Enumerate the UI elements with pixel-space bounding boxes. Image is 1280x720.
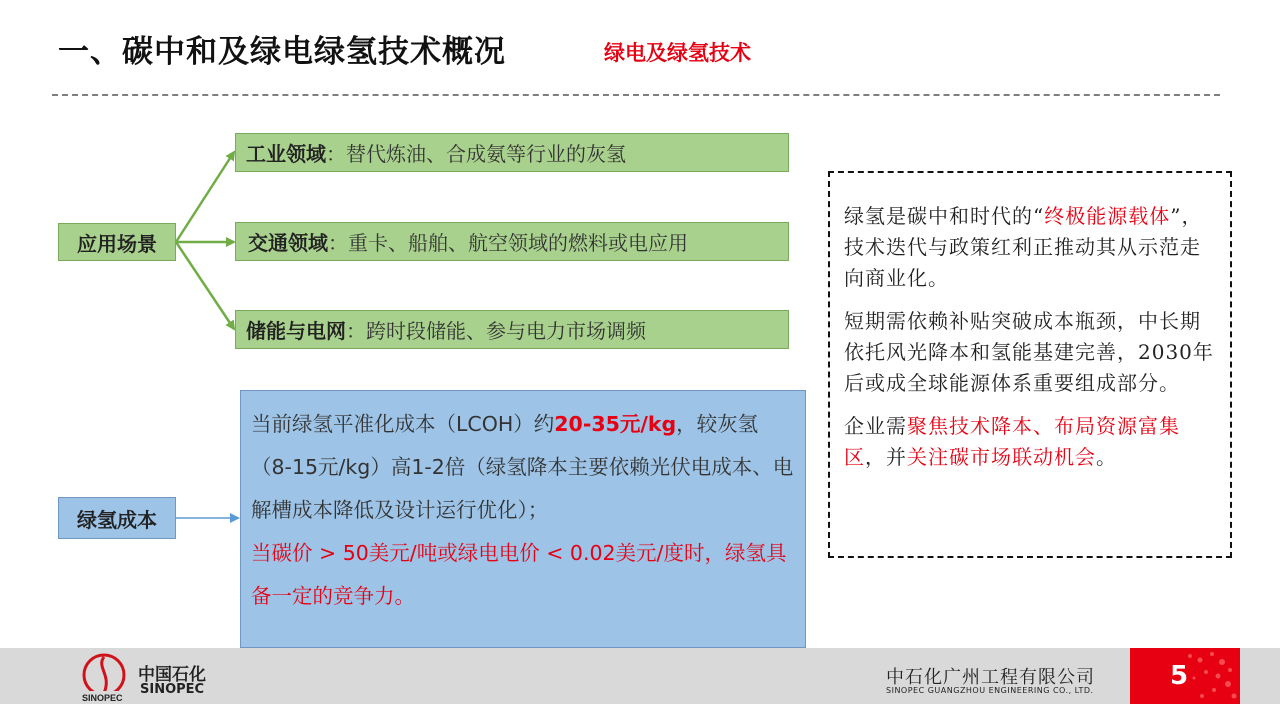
summary-text: 绿氢是碳中和时代的“ bbox=[844, 204, 1045, 228]
summary-highlight: 关注碳市场联动机会 bbox=[907, 445, 1096, 469]
summary-highlight: 布局资源富集区 bbox=[844, 414, 1180, 469]
scenario-item-title: 工业领域 bbox=[246, 142, 326, 166]
page-number: 5 bbox=[1169, 661, 1189, 691]
scenario-item-title: 交通领域 bbox=[248, 231, 328, 255]
scenario-item-industry bbox=[235, 133, 789, 172]
cost-label: 绿氢成本 bbox=[58, 497, 176, 539]
cost-detail-box bbox=[240, 390, 806, 648]
arrow-to-industry bbox=[176, 152, 234, 242]
page-number-block bbox=[1130, 648, 1240, 704]
arrow-to-storage bbox=[176, 242, 234, 329]
svg-text:SINOPEC: SINOPEC bbox=[82, 693, 123, 703]
summary-text: ”，技术迭代与政策红利正推动其从示范走向商业化。 bbox=[844, 204, 1203, 290]
scenario-label: 应用场景 bbox=[58, 223, 176, 261]
summary-text: 企业需 bbox=[844, 414, 907, 438]
summary-text: ，并 bbox=[865, 445, 907, 469]
company-name-cn: 中石化广州工程有限公司 bbox=[886, 667, 1095, 688]
company-name-en: SINOPEC GUANGZHOU ENGINEERING CO., LTD. bbox=[886, 686, 1094, 695]
summary-box bbox=[828, 171, 1232, 558]
cost-paragraph-2: 当碳价 > 50美元/吨或绿电电价 < 0.02美元/度时，绿氢具备一定的竞争力。 bbox=[251, 541, 787, 608]
cost-paragraph-1 bbox=[251, 403, 795, 532]
page-subtitle: 绿电及绿氢技术 bbox=[604, 41, 751, 65]
scenario-item-storage bbox=[235, 310, 789, 349]
summary-highlight: 终极能源载体 bbox=[1044, 204, 1171, 228]
scenario-item-transport bbox=[235, 222, 789, 261]
scenario-item-text: ：替代炼油、合成氨等行业的灰氢 bbox=[326, 142, 626, 166]
cost-text: ，较灰氢（8-15元/kg）高1-2倍（绿氢降本主要依赖光伏电成本、电解槽成本降低及设计运行优化）； bbox=[251, 412, 794, 522]
scenario-item-text: ：重卡、船舶、航空领域的燃料或电应用 bbox=[328, 231, 688, 255]
page-title: 一、碳中和及绿电绿氢技术概况 bbox=[58, 34, 506, 70]
cost-highlight: 20-35元/kg bbox=[554, 412, 677, 436]
summary-highlight: 、 bbox=[1033, 414, 1054, 438]
summary-highlight: 聚焦技术降本 bbox=[907, 414, 1033, 438]
scenario-item-text: ：跨时段储能、参与电力市场调频 bbox=[346, 319, 646, 343]
logo-text-en: SINOPEC bbox=[140, 682, 205, 697]
summary-paragraph-3 bbox=[844, 411, 1220, 473]
logo-text-cn: 中国石化 bbox=[138, 665, 206, 685]
summary-paragraph-1 bbox=[844, 201, 1220, 294]
summary-text: 。 bbox=[1096, 445, 1117, 469]
cost-text: 当前绿氢平准化成本（LCOH）约 bbox=[251, 412, 555, 436]
scenario-item-title: 储能与电网 bbox=[246, 319, 346, 343]
summary-paragraph-2: 短期需依赖补贴突破成本瓶颈，中长期依托风光降本和氢能基建完善，2030年后或成全球能源体系重要组成部分。 bbox=[844, 309, 1214, 395]
sinopec-logo-icon bbox=[78, 653, 130, 703]
